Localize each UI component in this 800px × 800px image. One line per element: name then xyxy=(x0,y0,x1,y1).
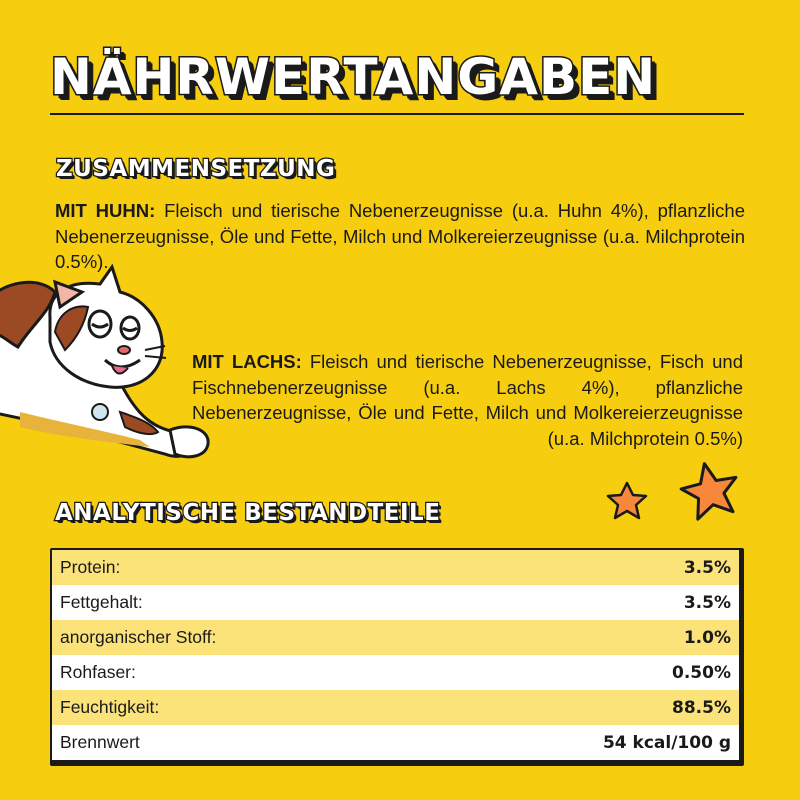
row-value: 3.5% xyxy=(683,557,731,578)
huhn-label: MIT HUHN: xyxy=(55,200,156,221)
row-label: Feuchtigkeit: xyxy=(60,697,160,717)
table-row xyxy=(52,655,739,690)
lachs-label: MIT LACHS: xyxy=(192,351,302,372)
page-title: NÄHRWERTANGABEN xyxy=(50,48,657,106)
table-row xyxy=(52,585,739,620)
row-label: anorganischer Stoff: xyxy=(60,627,217,647)
star-decoration xyxy=(605,455,745,535)
analytics-table xyxy=(50,548,744,766)
table-row xyxy=(52,690,739,725)
composition-heading: ZUSAMMENSETZUNG xyxy=(56,156,336,182)
row-label: Fettgehalt: xyxy=(60,592,143,612)
analytics-heading: ANALYTISCHE BESTANDTEILE xyxy=(55,500,441,526)
table-row xyxy=(52,620,739,655)
star-icon xyxy=(677,458,743,521)
huhn-text: Fleisch und tierische Nebenerzeugnisse (u.a. Huhn 4%), pflanzliche Nebenerzeugnisse, Öle und Fette, Milch und Molkereierzeugnisse (u.a. Milchprotein 0.5%). xyxy=(55,200,745,272)
row-label: Brennwert xyxy=(60,732,140,752)
composition-lachs xyxy=(192,349,743,451)
row-label: Protein: xyxy=(60,557,121,577)
cat-illustration xyxy=(0,262,220,472)
row-value: 0.50% xyxy=(672,662,731,683)
row-value: 54 kcal/100 g xyxy=(602,732,731,753)
lachs-text: Fleisch und tierische Nebenerzeugnisse, Fisch und Fischnebenerzeugnisse (u.a. Lachs 4%), pflanzliche Nebenerzeugnisse, Öle und Fette, Milch und Molkereierzeugnisse (u.a. Milchprotein 0.5%) xyxy=(192,351,743,449)
row-label: Rohfaser: xyxy=(60,662,136,682)
star-icon xyxy=(608,483,646,518)
table-row xyxy=(52,725,739,760)
title-divider xyxy=(50,113,744,115)
row-value: 3.5% xyxy=(683,592,731,613)
row-value: 88.5% xyxy=(672,697,731,718)
table-row xyxy=(52,550,739,585)
row-value: 1.0% xyxy=(683,627,731,648)
